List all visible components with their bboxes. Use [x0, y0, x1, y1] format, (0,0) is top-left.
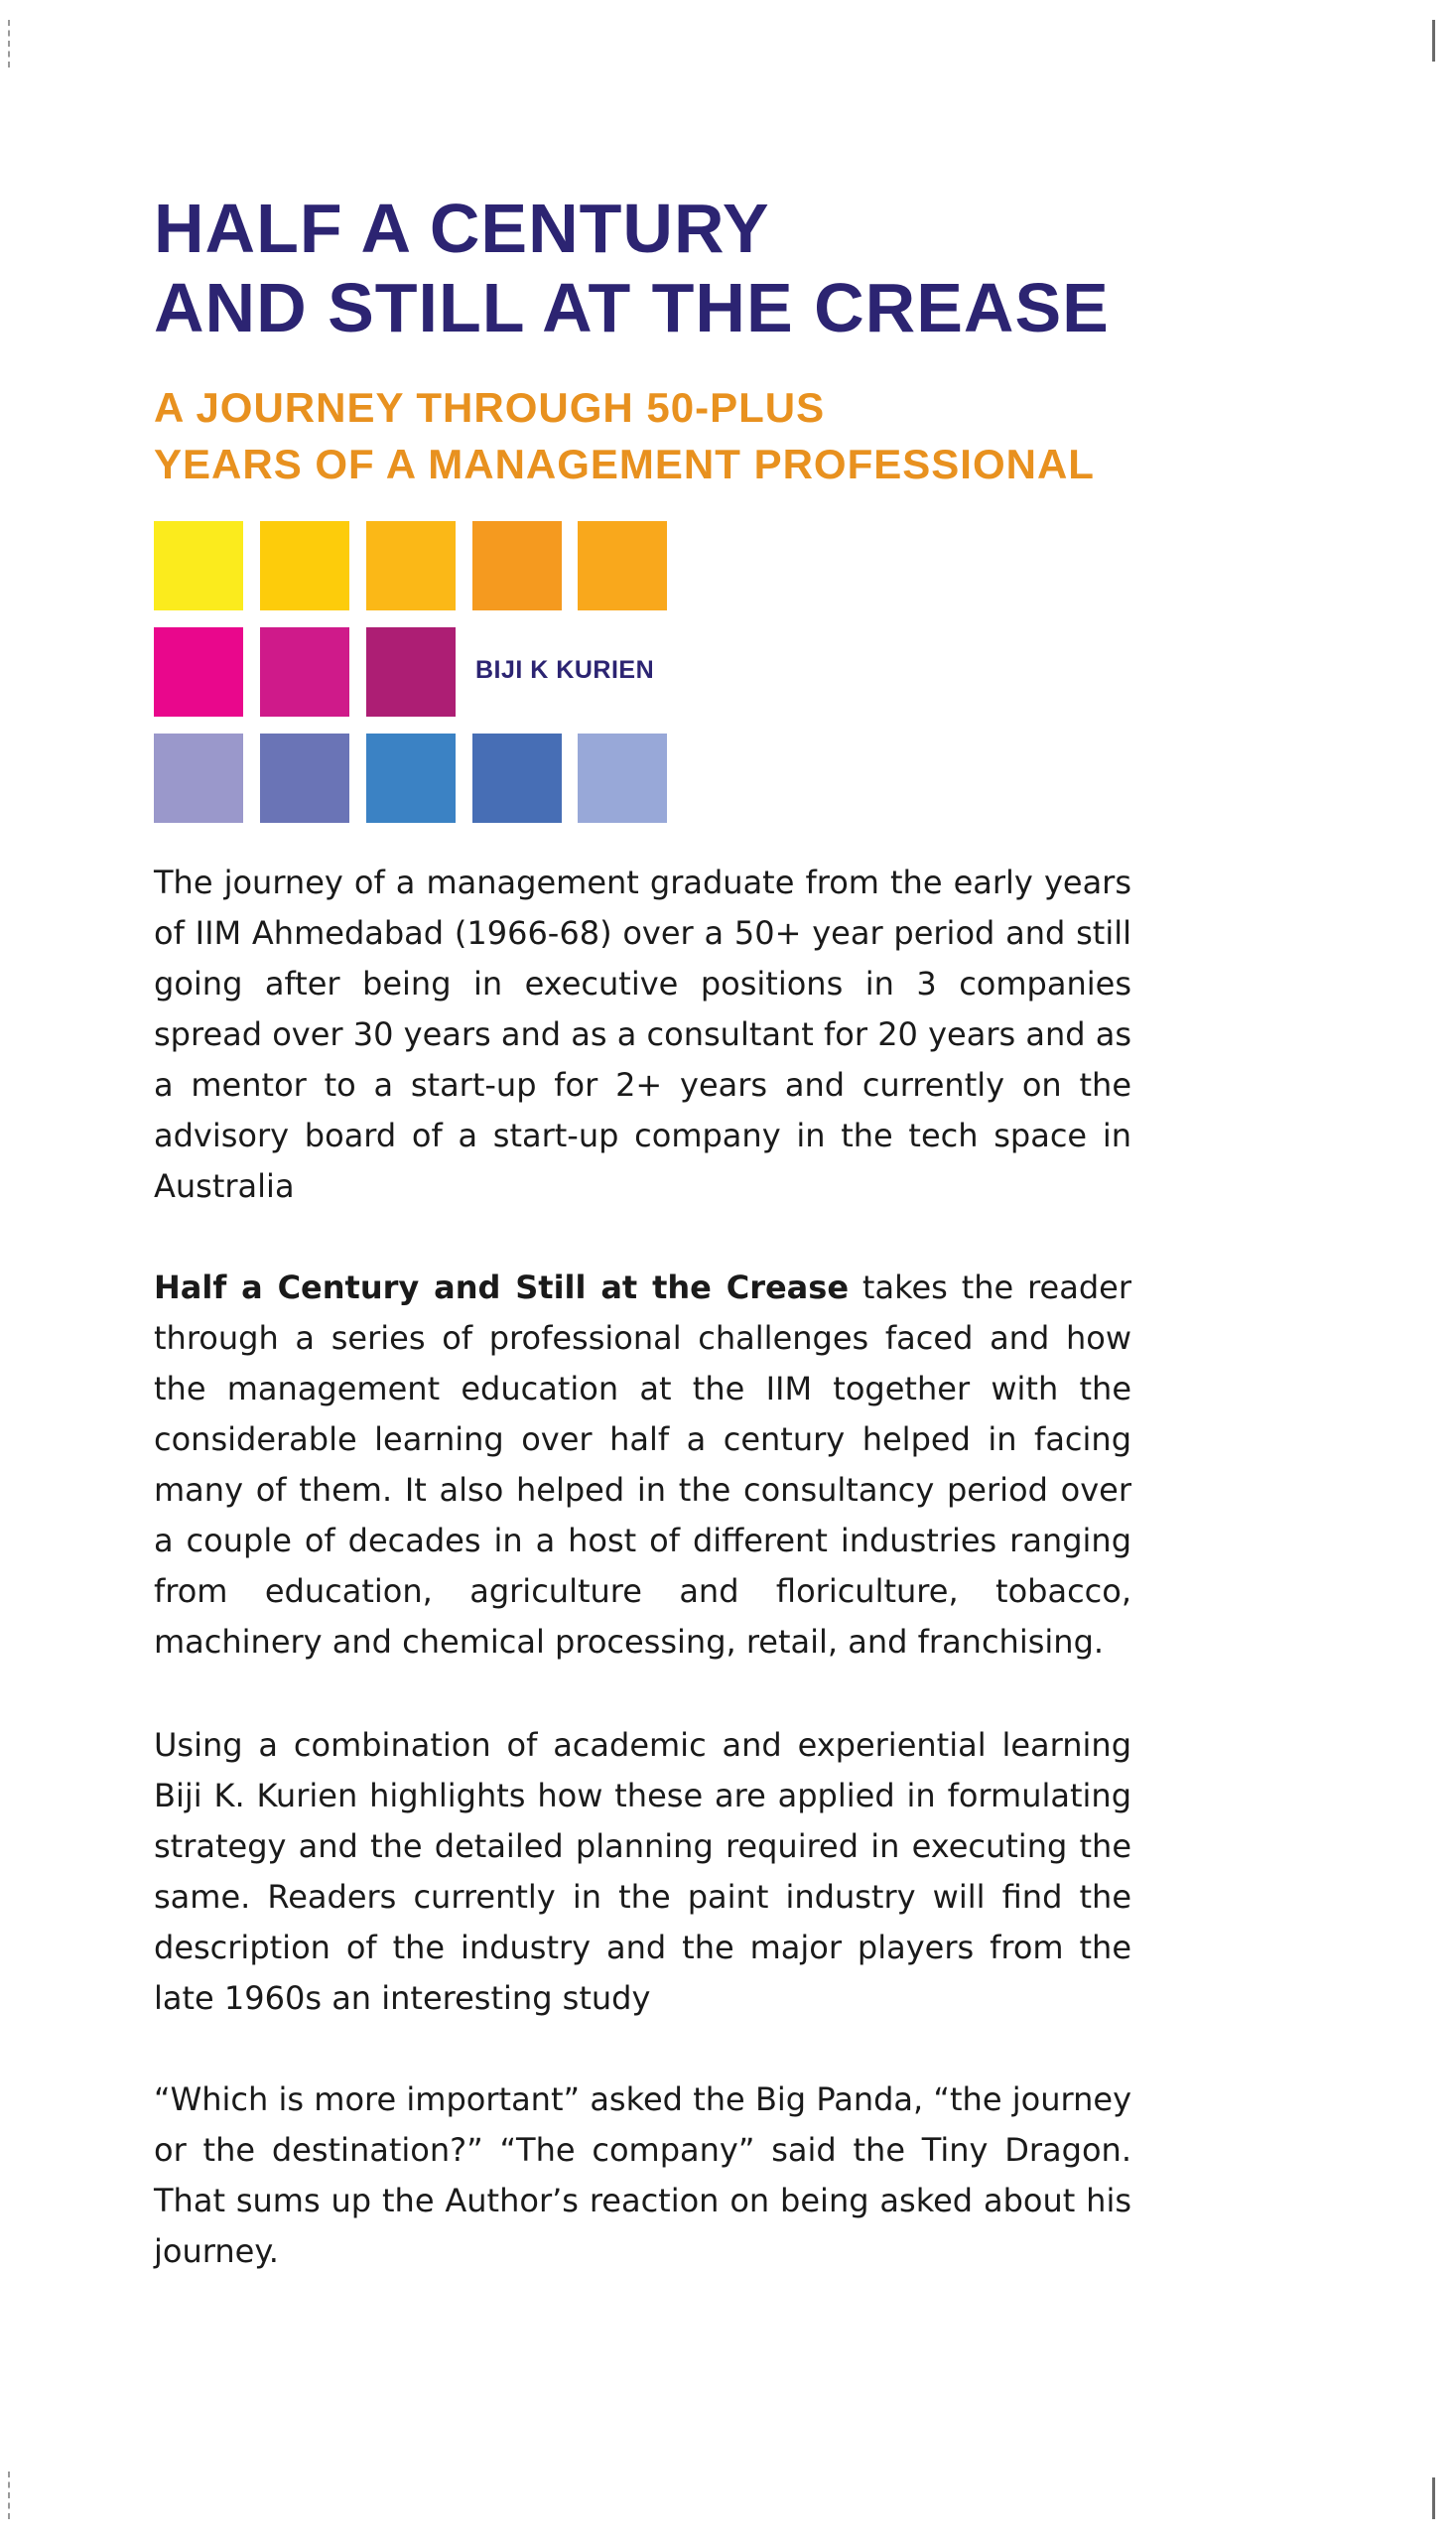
- color-tile: [154, 521, 243, 610]
- book-title-line-1: HALF A CENTURY: [154, 190, 770, 267]
- blurb-paragraph-2-text: takes the reader through a series of professional challenges faced and how the management education at the IIM together with the considerable learning over half a century helped in facing many of them. It also helped in the consultancy period over a couple of decades in a host of different industries ranging from education, agriculture and floriculture, tobacco, machinery and chemical processing, retail, and franchising.: [154, 1269, 1132, 1661]
- color-tile: [578, 521, 667, 610]
- crop-mark-bottom-left: [8, 2472, 10, 2519]
- color-tile: [260, 521, 349, 610]
- color-tile: [260, 627, 349, 717]
- color-tile: [154, 627, 243, 717]
- color-tile: [366, 734, 456, 823]
- author-name: BIJI K KURIEN: [475, 656, 655, 684]
- crop-mark-top-left: [8, 20, 10, 67]
- color-tile: [154, 734, 243, 823]
- blurb-book-title-bold: Half a Century and Still at the Crease: [154, 1269, 850, 1306]
- blurb-paragraph-1: The journey of a management graduate from the early years of IIM Ahmedabad (1966-68) over a 50+ year period and still going after being in executive positions in 3 companies spread over 30 years and as a consultant for 20 years and as a mentor to a start-up for 2+ years and currently on the advisory board of a start-up company in the tech space in Australia: [154, 864, 1131, 1205]
- blurb-paragraph-4: “Which is more important” asked the Big Panda, “the journey or the destination?” “The company” said the Tiny Dragon. That sums up the Author’s reaction on being asked about his journey.: [154, 2080, 1131, 2270]
- book-subtitle-line-2: YEARS OF A MANAGEMENT PROFESSIONAL: [154, 441, 1095, 487]
- color-tile: [472, 734, 562, 823]
- book-title-line-2: AND STILL AT THE CREASE: [154, 269, 1110, 346]
- color-tile: [472, 521, 562, 610]
- blurb-paragraph-3: Using a combination of academic and experiential learning Biji K. Kurien highlights how these are applied in formulating strategy and the detailed planning required in executing the same. Readers currently in the paint industry will find the description of the industry and the major players from the late 1960s an interesting study: [154, 1726, 1131, 2017]
- book-subtitle-line-1: A JOURNEY THROUGH 50-PLUS: [154, 384, 826, 431]
- color-tile: [366, 521, 456, 610]
- crop-mark-top-right: [1432, 20, 1435, 62]
- blurb-paragraph-2: [154, 1263, 1131, 1668]
- book-subtitle: [154, 379, 1095, 492]
- color-tile: [260, 734, 349, 823]
- color-tile: [366, 627, 456, 717]
- color-tile: [578, 734, 667, 823]
- crop-mark-bottom-right: [1432, 2477, 1435, 2519]
- book-title: [154, 189, 1110, 347]
